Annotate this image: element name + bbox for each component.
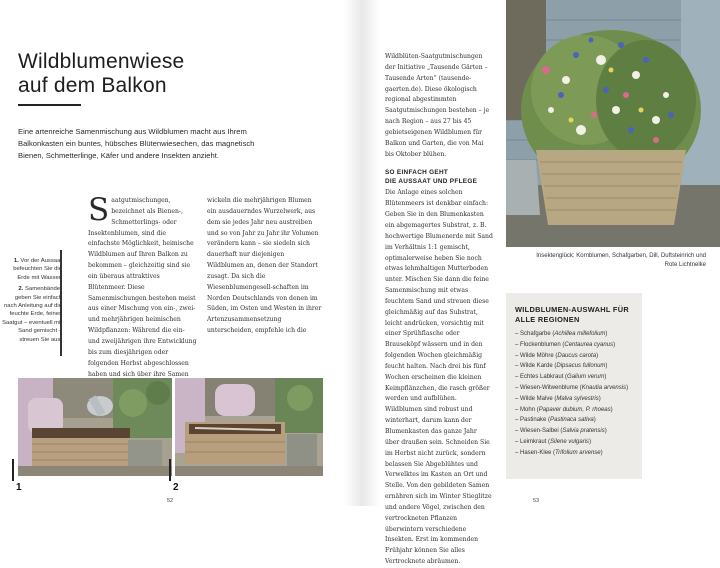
flower-latin-name: Malva sylvestris xyxy=(556,395,599,402)
flower-name: Mohn xyxy=(520,406,536,413)
flower-name: Flockenblumen xyxy=(520,341,561,348)
book-spine-shadow xyxy=(344,0,380,506)
flower-name: Echtes Labkraut xyxy=(520,374,564,381)
flower-latin-name: Daucus carota xyxy=(557,352,597,359)
flower-name: Schafgarbe xyxy=(520,331,551,337)
flower-latin-name: Pastinaca sativa xyxy=(550,417,594,424)
photo-2-number: 2 xyxy=(173,482,179,493)
flower-name: Wilde Karde xyxy=(520,363,553,370)
page-title xyxy=(18,50,278,98)
flower-name: Pastinake xyxy=(520,417,547,424)
flower-item: – Wiesen-Salbei (Salvia pratensis) xyxy=(515,428,607,435)
flower-latin-name: Papaver dubium, P. rhoeas xyxy=(538,406,611,413)
flower-item: – Mohn (Papaver dubium, P. rhoeas) xyxy=(515,406,613,413)
flower-latin-name: Knautia arvensis xyxy=(581,384,627,391)
title-line-1: Wildblumenwiese xyxy=(18,50,185,73)
intro-paragraph: Eine artenreiche Samenmischung aus Wildblumen macht aus Ihrem Balkonkasten ein buntes, hübsches Blütenwiesechen, das magnetisch Bienen, Schmetterlinge, Käfer und andere Insekten anzieht. xyxy=(18,127,255,160)
flower-item: – Wilde Malve (Malva sylvestris) xyxy=(515,395,601,402)
photo-1-number-rule xyxy=(12,459,14,481)
flower-item: – Echtes Labkraut (Galium verum) xyxy=(515,374,607,381)
flower-name: Wiesen-Salbei xyxy=(520,428,559,435)
flower-list-box xyxy=(506,293,642,479)
subheading-line-2: DIE AUSSAAT UND PFLEGE xyxy=(385,178,478,186)
flower-latin-name: Salvia pratensis xyxy=(562,428,605,435)
flower-item: – Leimkraut (Silene vulgaris) xyxy=(515,438,592,445)
flower-list xyxy=(515,329,634,459)
flower-item: – Pastinake (Pastinaca sativa) xyxy=(515,417,596,424)
subheading-aussaat xyxy=(385,168,493,186)
step-caption-1: 1. Vor der Aussaat befeuchten Sie die Erde mit Wasser. xyxy=(13,258,62,281)
flower-latin-name: Galium verum xyxy=(567,374,605,381)
title-rule xyxy=(18,104,81,106)
flower-name: Wilde Malve xyxy=(520,395,553,402)
body-column-2: wickeln die mehrjährigen Blumen ein ausdauerndes Wurzelwerk, aus dem sie jedes Jahr neu austreiben und so von Jahr zu Jahr ihr Volumen verändern kann – sie siedeln sich dauerhaft nur diejenigen Wildblumen an, denen der Standort zusagt. Da sich die Wiesenblumengesell-schaften im Norden Deutschlands von denen im Süden, im Osten und Westen in ihrer Artenzusammensetzung unterscheiden, empfehle ich die xyxy=(207,197,322,335)
photo-2-number-rule xyxy=(169,459,171,481)
drop-cap: S xyxy=(88,192,110,228)
box-title-line-1: WILDBLUMEN-AUSWAHL FÜR xyxy=(515,305,630,314)
body-column-1 xyxy=(88,192,198,391)
photo-step-2 xyxy=(175,378,323,476)
flower-name: Leimkraut xyxy=(520,438,547,445)
photo-wildflower-basket xyxy=(506,0,720,247)
flower-name: Hasen-Klee xyxy=(520,449,552,456)
flower-name: Wiesen-Witwenblume xyxy=(520,384,579,391)
flower-item: – Flockenblumen (Centaurea cyanus) xyxy=(515,341,616,348)
flower-item: – Schafgarbe (Achillea millefolium) xyxy=(515,331,608,337)
box-title xyxy=(515,305,634,325)
flower-latin-name: Dipsacus fullonum xyxy=(556,363,606,370)
flower-item: – Wilde Möhre (Daucus carota) xyxy=(515,352,599,359)
flower-name: Wilde Möhre xyxy=(520,352,554,359)
photo-step-1 xyxy=(18,378,172,476)
flower-item: – Hasen-Klee (Trifolium arvense) xyxy=(515,449,603,456)
flower-item: – Wilde Karde (Dipsacus fullonum) xyxy=(515,363,608,370)
column-1-text: aatgutmischungen, bezeichnet als Bienen-, Schmetterlings- oder Insektenblumen, sind die einfachste Möglichkeit, heimische Wildblumen auf Ihren Balkon zu bekommen – gleichzeitig sind sie ein überaus attraktives Blütenmeer. Diese Samenmischungen bestehen meist aus einer Mischung von ein-, zwei- und mehrjährigen heimischen Wildpflanzen: Während die ein- und zweijährigen ihre Entwicklung bis zum diesjährigen oder folgenden Herbst abgeschlossen haben und sich über ihre Samen xyxy=(88,197,197,378)
title-line-2: auf dem Balkon xyxy=(18,74,167,97)
page-number-right: 53 xyxy=(533,498,540,504)
column-3-body: Die Anlage eines solchen Blütenmeers ist denkbar einfach: Geben Sie in den Blumenkasten ein abgemagertes Substrat, z. B. hochwertige Blumenerde mit Sand im Verhältnis 1:1 gemischt, optimalerweise heben Sie noch etwas lehmhaltigen Mutterboden unter. Mischen Sie dann die feine Samenmischung mit etwas feuchtem Sand und streuen diese gleichmäßig auf das Substrat, leicht andrücken, vorsichtig mit einer Sprühflasche oder Brauseköpf wässern und in den folgenden Wochen gleichmäßig feucht halten. Nach drei bis fünf Wochen erscheinen die kleinen Keimpflänzchen, die rasch größer werden und aufblühen. Wildblumen sind robust und winterhart, darum kann der Blumenkasten das ganze Jahr über draußen sein. Schneiden Sie im Herbst nicht zurück, sondern belassen Sie Abgeblühtes und Verwelktes im Kasten an Ort und Stelle. Von den gebildeten Samen ernähren sich im Winter Stieglitze und andere Vögel, zwischen den vertrockneten Pflanzen überwintern verschiedene Insekten. Erst im kommenden Frühjahr können Sie alles Vertrocknete abräumen. xyxy=(385,189,493,566)
body-column-3 xyxy=(385,52,493,568)
flower-latin-name: Achillea millefolium xyxy=(554,331,606,337)
flower-latin-name: Silene vulgaris xyxy=(550,438,590,445)
flower-latin-name: Centaurea cyanus xyxy=(564,341,614,348)
step-caption-2: 2. Samenbänder geben Sie einfach nach Anleitung auf die feuchte Erde, feines Saatgut – eventuell mit Sand gemischt – streuen Sie aus. xyxy=(2,286,62,343)
flower-latin-name: Trifolium arvense xyxy=(555,449,601,456)
box-title-line-2: ALLE REGIONEN xyxy=(515,315,580,324)
flower-item: – Wiesen-Witwenblume (Knautia arvensis) xyxy=(515,384,629,391)
column-3-intro: Wildblüten-Saatgutmischungen der Initiative „Tausende Gärten – Tausende Arten“ (tausende-gaerten.de). Diese ökologisch regional abgestimmten Saatgutmischungen bestehen – je nach Region – aus 27 bis 45 gebietseigenen Wildblumen für Balkon und Garten, die von Mai bis Oktober blühen. xyxy=(385,53,490,158)
photo-caption: Insektenglück: Kornblumen, Schafgarben, Dill, Duftsteinrich und Rote Lichtnelke xyxy=(536,253,706,268)
photo-1-number: 1 xyxy=(16,482,22,493)
subheading-line-1: SO EINFACH GEHT xyxy=(385,169,449,177)
step-captions xyxy=(2,257,62,347)
page-number-left: 52 xyxy=(167,498,174,504)
